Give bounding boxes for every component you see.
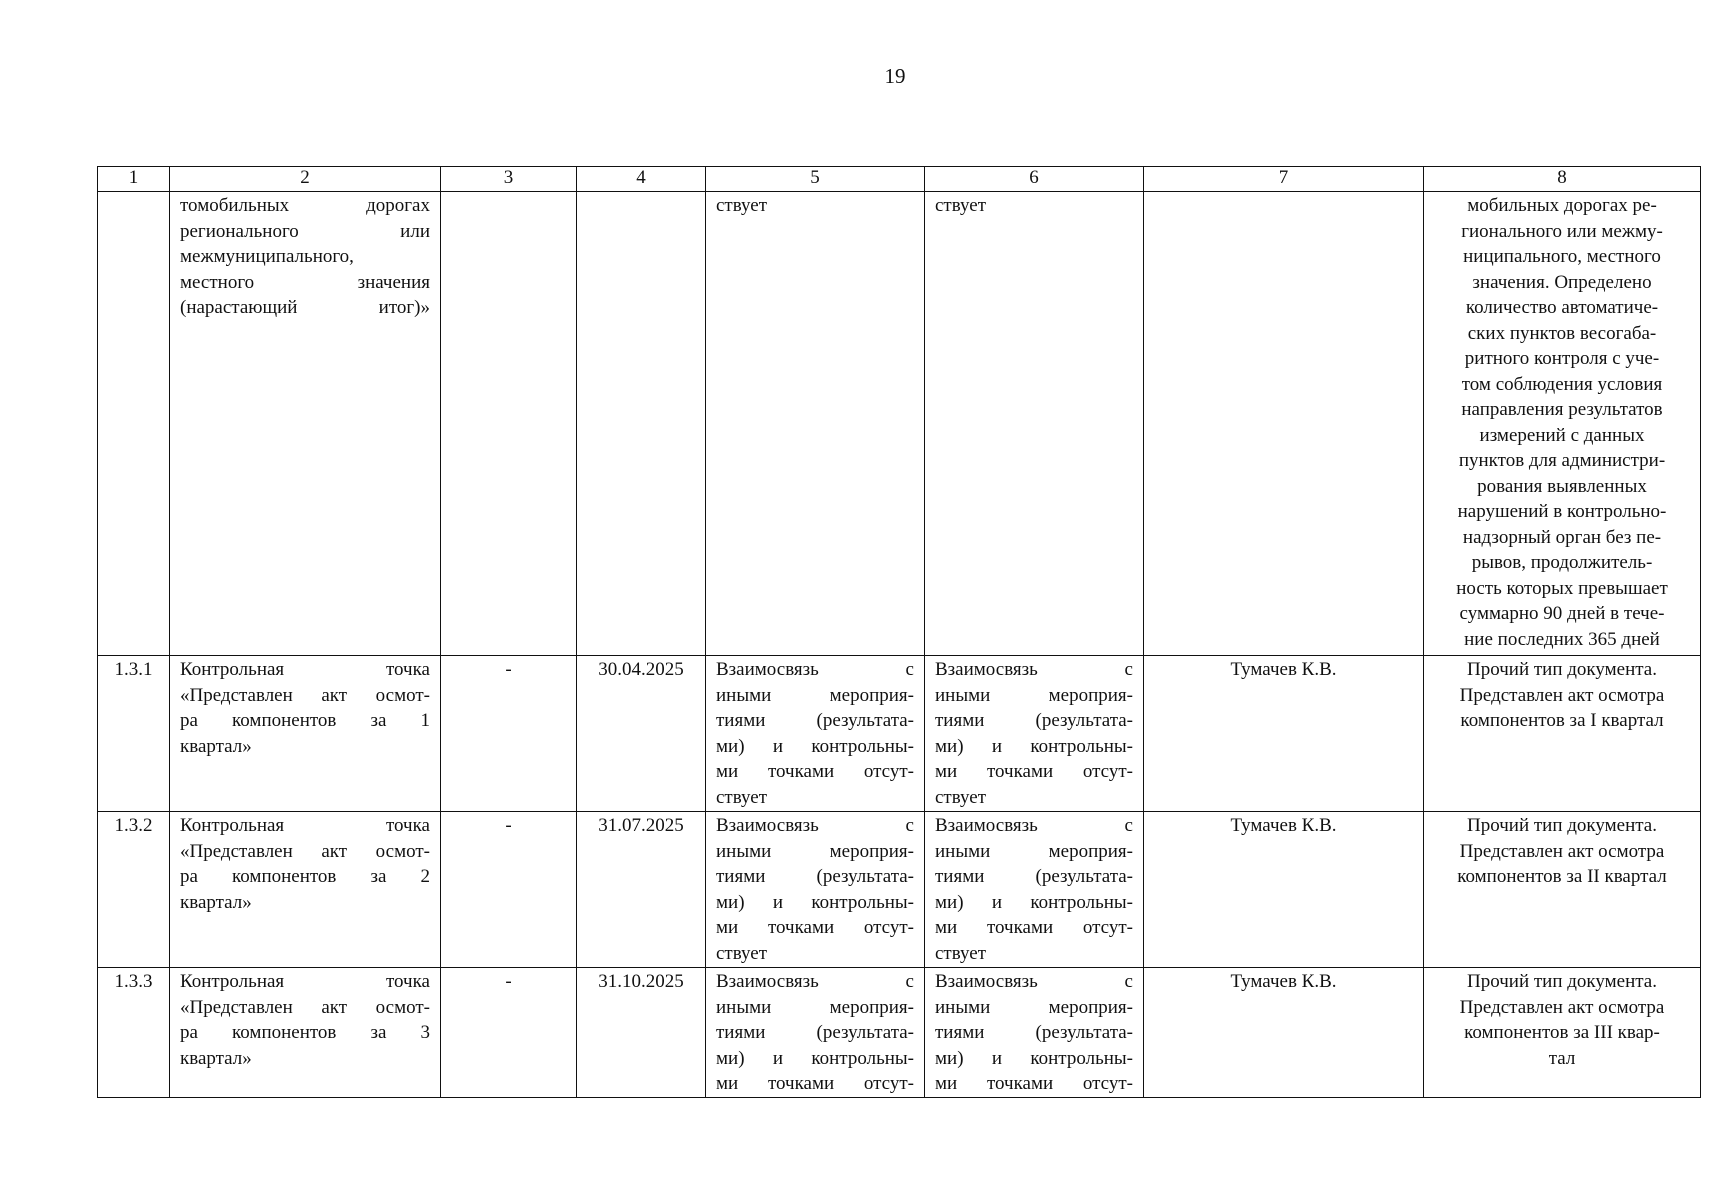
row-col5-line: иными мероприя- (716, 840, 914, 862)
column-number-4: 4 (577, 167, 706, 192)
row-col5-line: тиями (результата- (716, 1022, 914, 1043)
continuation-name-line: регионального или (180, 220, 430, 242)
continuation-name-line: межмуниципального, (180, 246, 354, 267)
row-name-line: ра компонентов за 1 (180, 710, 430, 731)
row-col3-cell: - (441, 656, 577, 812)
column-number-6: 6 (925, 167, 1144, 192)
row-date-cell: 31.07.2025 (577, 812, 706, 968)
row-col8-line: Прочий тип документа. (1467, 815, 1657, 836)
row-col6-line: ми точками отсут- (935, 1073, 1133, 1094)
continuation-col8-line: надзорный орган без пе- (1462, 526, 1662, 548)
continuation-col8-line: ниципального, местного (1463, 246, 1661, 267)
continuation-col8-line: ритного контроля с уче- (1464, 348, 1660, 369)
row-col6-line: иными мероприя- (935, 840, 1133, 862)
continuation-col8-line: нарушений в контрольно- (1457, 501, 1667, 522)
row-col8-line: Представлен акт осмотра (1459, 996, 1665, 1018)
row-number-cell: 1.3.2 (98, 812, 170, 968)
table-row (98, 812, 1701, 968)
row-responsible-cell: Тумачев К.В. (1144, 968, 1424, 1098)
continuation-col8-line: пунктов для администри- (1458, 450, 1666, 471)
table-row (98, 968, 1701, 1098)
row-col8-line: Представлен акт осмотра (1459, 840, 1665, 862)
page-number: 19 (884, 64, 906, 88)
continuation-num-cell (98, 192, 170, 656)
row-col8-line: компонентов за II квартал (1457, 866, 1667, 887)
row-col3-cell: - (441, 968, 577, 1098)
row-col6-line: ствует (935, 942, 987, 964)
row-name-line: квартал» (180, 1047, 252, 1069)
row-col6-line: Взаимосвязь с (935, 971, 1133, 992)
row-col5-line: ми точками отсут- (716, 1073, 914, 1094)
continuation-col8-line: рывов, продолжитель- (1471, 552, 1653, 573)
continuation-col5-text: ствует (716, 195, 768, 216)
continuation-col8-line: ние последних 365 дней (1464, 628, 1660, 650)
row-col6-cell (925, 656, 1144, 812)
row-col6-cell (925, 812, 1144, 968)
row-col8-line: компонентов за I квартал (1460, 710, 1664, 731)
continuation-col8-line: измерений с данных (1479, 424, 1645, 446)
row-col6-line: ми) и контрольны- (935, 891, 1133, 913)
row-name-cell (170, 656, 441, 812)
continuation-col8-line: том соблюдения условия (1461, 373, 1663, 395)
continuation-col8-line: направления результатов (1461, 399, 1663, 420)
row-col6-line: ствует (935, 786, 987, 808)
row-col6-line: ми) и контрольны- (935, 1047, 1133, 1069)
row-col6-line: ми точками отсут- (935, 761, 1133, 782)
row-name-line: квартал» (180, 735, 252, 757)
continuation-col8-line: рования выявленных (1477, 475, 1647, 497)
column-number-3: 3 (441, 167, 577, 192)
continuation-name-line: томобильных дорогах (180, 195, 430, 216)
continuation-col8-line: ность которых превышает (1456, 577, 1668, 599)
continuation-responsible-cell (1144, 192, 1424, 656)
row-name-line: «Представлен акт осмот- (180, 996, 430, 1018)
row-col8-cell (1424, 656, 1701, 812)
row-date-cell: 30.04.2025 (577, 656, 706, 812)
row-col5-line: Взаимосвязь с (716, 659, 914, 680)
row-col5-cell (706, 968, 925, 1098)
row-col8-cell (1424, 968, 1701, 1098)
row-col5-cell (706, 656, 925, 812)
row-col5-cell (706, 812, 925, 968)
row-name-cell (170, 968, 441, 1098)
continuation-col8-line: количество автоматиче- (1465, 297, 1659, 318)
continuation-name-cell (170, 192, 441, 656)
continuation-col8-cell (1424, 192, 1701, 656)
row-col5-line: тиями (результата- (716, 866, 914, 887)
continuation-name-line: местного значения (180, 271, 430, 293)
row-col5-line: Взаимосвязь с (716, 971, 914, 992)
row-col5-line: Взаимосвязь с (716, 815, 914, 836)
continuation-col8-line: мобильных дорогах ре- (1467, 195, 1657, 216)
row-col8-cell (1424, 812, 1701, 968)
row-name-cell (170, 812, 441, 968)
row-col5-line: тиями (результата- (716, 710, 914, 731)
row-name-line: Контрольная точка (180, 659, 430, 680)
row-number-cell: 1.3.3 (98, 968, 170, 1098)
row-name-line: ра компонентов за 3 (180, 1022, 430, 1043)
row-col8-line: компонентов за III квар- (1464, 1022, 1660, 1043)
row-col6-line: Взаимосвязь с (935, 659, 1133, 680)
row-name-line: «Представлен акт осмот- (180, 684, 430, 706)
continuation-col8-line: значения. Определено (1472, 271, 1652, 293)
row-name-line: Контрольная точка (180, 815, 430, 836)
row-col5-line: ми точками отсут- (716, 917, 914, 938)
row-col6-line: ми точками отсут- (935, 917, 1133, 938)
row-number-cell: 1.3.1 (98, 656, 170, 812)
row-col6-line: иными мероприя- (935, 684, 1133, 706)
row-col8-line: Прочий тип документа. (1467, 971, 1657, 992)
row-col5-line: иными мероприя- (716, 996, 914, 1018)
row-name-line: Контрольная точка (180, 971, 430, 992)
row-col3-cell: - (441, 812, 577, 968)
row-responsible-cell: Тумачев К.В. (1144, 812, 1424, 968)
row-col6-line: иными мероприя- (935, 996, 1133, 1018)
row-col5-line: ми) и контрольны- (716, 891, 914, 913)
continuation-col6-text: ствует (935, 195, 987, 216)
row-col5-line: иными мероприя- (716, 684, 914, 706)
column-number-row (98, 167, 1701, 192)
row-date-cell: 31.10.2025 (577, 968, 706, 1098)
column-number-2: 2 (170, 167, 441, 192)
continuation-col8-line: гионального или межму- (1461, 220, 1663, 242)
continuation-col8-line: суммарно 90 дней в тече- (1459, 603, 1665, 624)
column-number-1: 1 (98, 167, 170, 192)
row-col5-line: ми) и контрольны- (716, 735, 914, 757)
row-col6-cell (925, 968, 1144, 1098)
continuation-row (98, 192, 1701, 656)
row-name-line: квартал» (180, 891, 252, 913)
row-col6-line: тиями (результата- (935, 866, 1133, 887)
row-col6-line: Взаимосвязь с (935, 815, 1133, 836)
continuation-col5-cell (706, 192, 925, 656)
row-col5-line: ми) и контрольны- (716, 1047, 914, 1069)
row-col8-line: тал (1548, 1047, 1576, 1069)
row-col5-line: ми точками отсут- (716, 761, 914, 782)
column-number-8: 8 (1424, 167, 1701, 192)
continuation-col6-cell (925, 192, 1144, 656)
continuation-name-line: (нарастающий итог)» (180, 297, 430, 318)
row-name-line: «Представлен акт осмот- (180, 840, 430, 862)
row-name-line: ра компонентов за 2 (180, 866, 430, 887)
continuation-date-cell (577, 192, 706, 656)
continuation-col8-line: ских пунктов весогаба- (1467, 322, 1657, 344)
continuation-col3-cell (441, 192, 577, 656)
column-number-5: 5 (706, 167, 925, 192)
row-col8-line: Представлен акт осмотра (1459, 684, 1665, 706)
row-col5-line: ствует (716, 786, 768, 808)
plan-table (97, 166, 1701, 1098)
row-col5-line: ствует (716, 942, 768, 964)
row-col6-line: тиями (результата- (935, 1022, 1133, 1043)
row-col8-line: Прочий тип документа. (1467, 659, 1657, 680)
table-row (98, 656, 1701, 812)
row-col6-line: ми) и контрольны- (935, 735, 1133, 757)
row-col6-line: тиями (результата- (935, 710, 1133, 731)
column-number-7: 7 (1144, 167, 1424, 192)
row-responsible-cell: Тумачев К.В. (1144, 656, 1424, 812)
